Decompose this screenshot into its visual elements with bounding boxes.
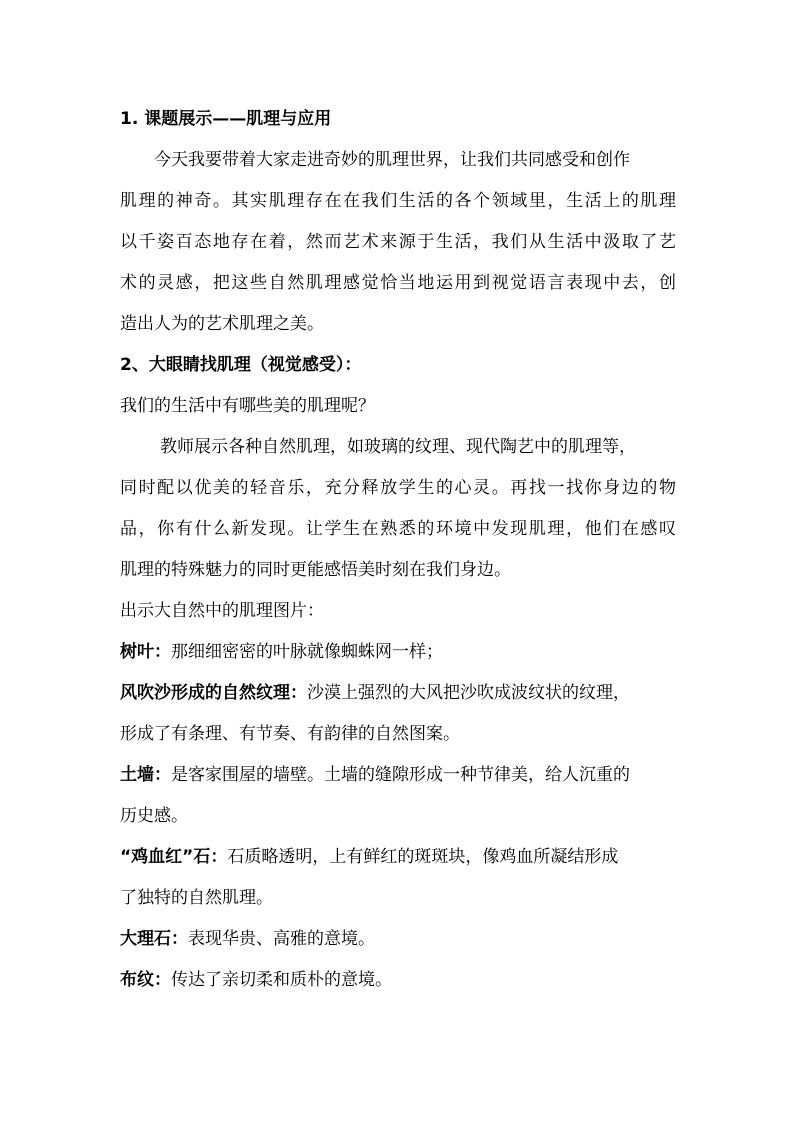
section-2-para-line: 肌理的特殊魅力的同时更能感悟美时刻在我们身边。 bbox=[120, 560, 511, 580]
texture-term: 布纹： bbox=[120, 970, 171, 990]
section-2-title: 2、大眼睛找肌理（视觉感受）： bbox=[120, 355, 362, 375]
document-page bbox=[120, 104, 680, 996]
texture-desc: 沙漠上强烈的大风把沙吹成波纹状的纹理， bbox=[307, 683, 630, 703]
section-2-question: 我们的生活中有哪些美的肌理呢？ bbox=[120, 396, 375, 416]
spacer bbox=[120, 258, 680, 268]
spacer bbox=[120, 135, 680, 145]
spacer bbox=[120, 340, 680, 350]
texture-item bbox=[120, 760, 680, 791]
section-1-title: 1. 课题展示——肌理与应用 bbox=[120, 109, 332, 129]
spacer bbox=[120, 381, 680, 391]
section-1-para-line: 肌理的神奇。其实肌理存在在我们生活的各个领域里，生活上的肌理 bbox=[120, 191, 676, 211]
texture-item bbox=[120, 924, 680, 955]
texture-desc: 传达了亲切柔和质朴的意境。 bbox=[171, 970, 392, 990]
texture-desc-continued: 历史感。 bbox=[120, 806, 188, 826]
spacer bbox=[120, 586, 680, 596]
texture-item bbox=[120, 637, 680, 668]
spacer bbox=[120, 545, 680, 555]
texture-term: 土墙： bbox=[120, 765, 171, 785]
section-1-para-line: 造出人为的艺术肌理之美。 bbox=[120, 314, 324, 334]
section-2-para-line: 品，你有什么新发现。让学生在熟悉的环境中发现肌理，他们在感叹 bbox=[120, 519, 676, 539]
spacer bbox=[120, 914, 680, 924]
spacer bbox=[120, 463, 680, 473]
spacer bbox=[120, 422, 680, 432]
spacer bbox=[120, 504, 680, 514]
spacer bbox=[120, 791, 680, 801]
texture-term: 大理石： bbox=[120, 929, 188, 949]
spacer bbox=[120, 955, 680, 965]
texture-desc: 表现华贵、高雅的意境。 bbox=[188, 929, 375, 949]
section-2-intro: 出示大自然中的肌理图片： bbox=[120, 601, 324, 621]
spacer bbox=[120, 750, 680, 760]
texture-desc: 石质略透明，上有鲜红的斑斑块，像鸡血所凝结形成 bbox=[227, 847, 619, 867]
spacer bbox=[120, 176, 680, 186]
texture-item bbox=[120, 842, 680, 873]
texture-term: “鸡血红”石： bbox=[120, 847, 228, 867]
section-1-para-line: 术的灵感，把这些自然肌理感觉恰当地运用到视觉语言表现中去，创 bbox=[120, 273, 676, 293]
spacer bbox=[120, 217, 680, 227]
texture-term: 树叶： bbox=[120, 642, 171, 662]
spacer bbox=[120, 873, 680, 883]
spacer bbox=[120, 627, 680, 637]
texture-desc: 那细细密密的叶脉就像蜘蛛网一样； bbox=[171, 642, 443, 662]
spacer bbox=[120, 709, 680, 719]
section-1-para-line: 以千姿百态地存在着，然而艺术来源于生活，我们从生活中汲取了艺 bbox=[120, 232, 676, 252]
section-2-para-line: 教师展示各种自然肌理，如玻璃的纹理、现代陶艺中的肌理等， bbox=[160, 437, 636, 457]
spacer bbox=[120, 299, 680, 309]
texture-desc-continued: 了独特的自然肌理。 bbox=[120, 888, 273, 908]
spacer bbox=[120, 832, 680, 842]
texture-item bbox=[120, 678, 680, 709]
texture-term: 风吹沙形成的自然纹理： bbox=[120, 683, 307, 703]
texture-desc-continued: 形成了有条理、有节奏、有韵律的自然图案。 bbox=[120, 724, 460, 744]
section-1-para-line: 今天我要带着大家走进奇妙的肌理世界，让我们共同感受和创作 bbox=[154, 150, 630, 170]
spacer bbox=[120, 668, 680, 678]
section-2-para-line: 同时配以优美的轻音乐，充分释放学生的心灵。再找一找你身边的物 bbox=[120, 478, 676, 498]
texture-item bbox=[120, 965, 680, 996]
texture-desc: 是客家围屋的墙壁。土墙的缝隙形成一种节律美，给人沉重的 bbox=[171, 765, 630, 785]
